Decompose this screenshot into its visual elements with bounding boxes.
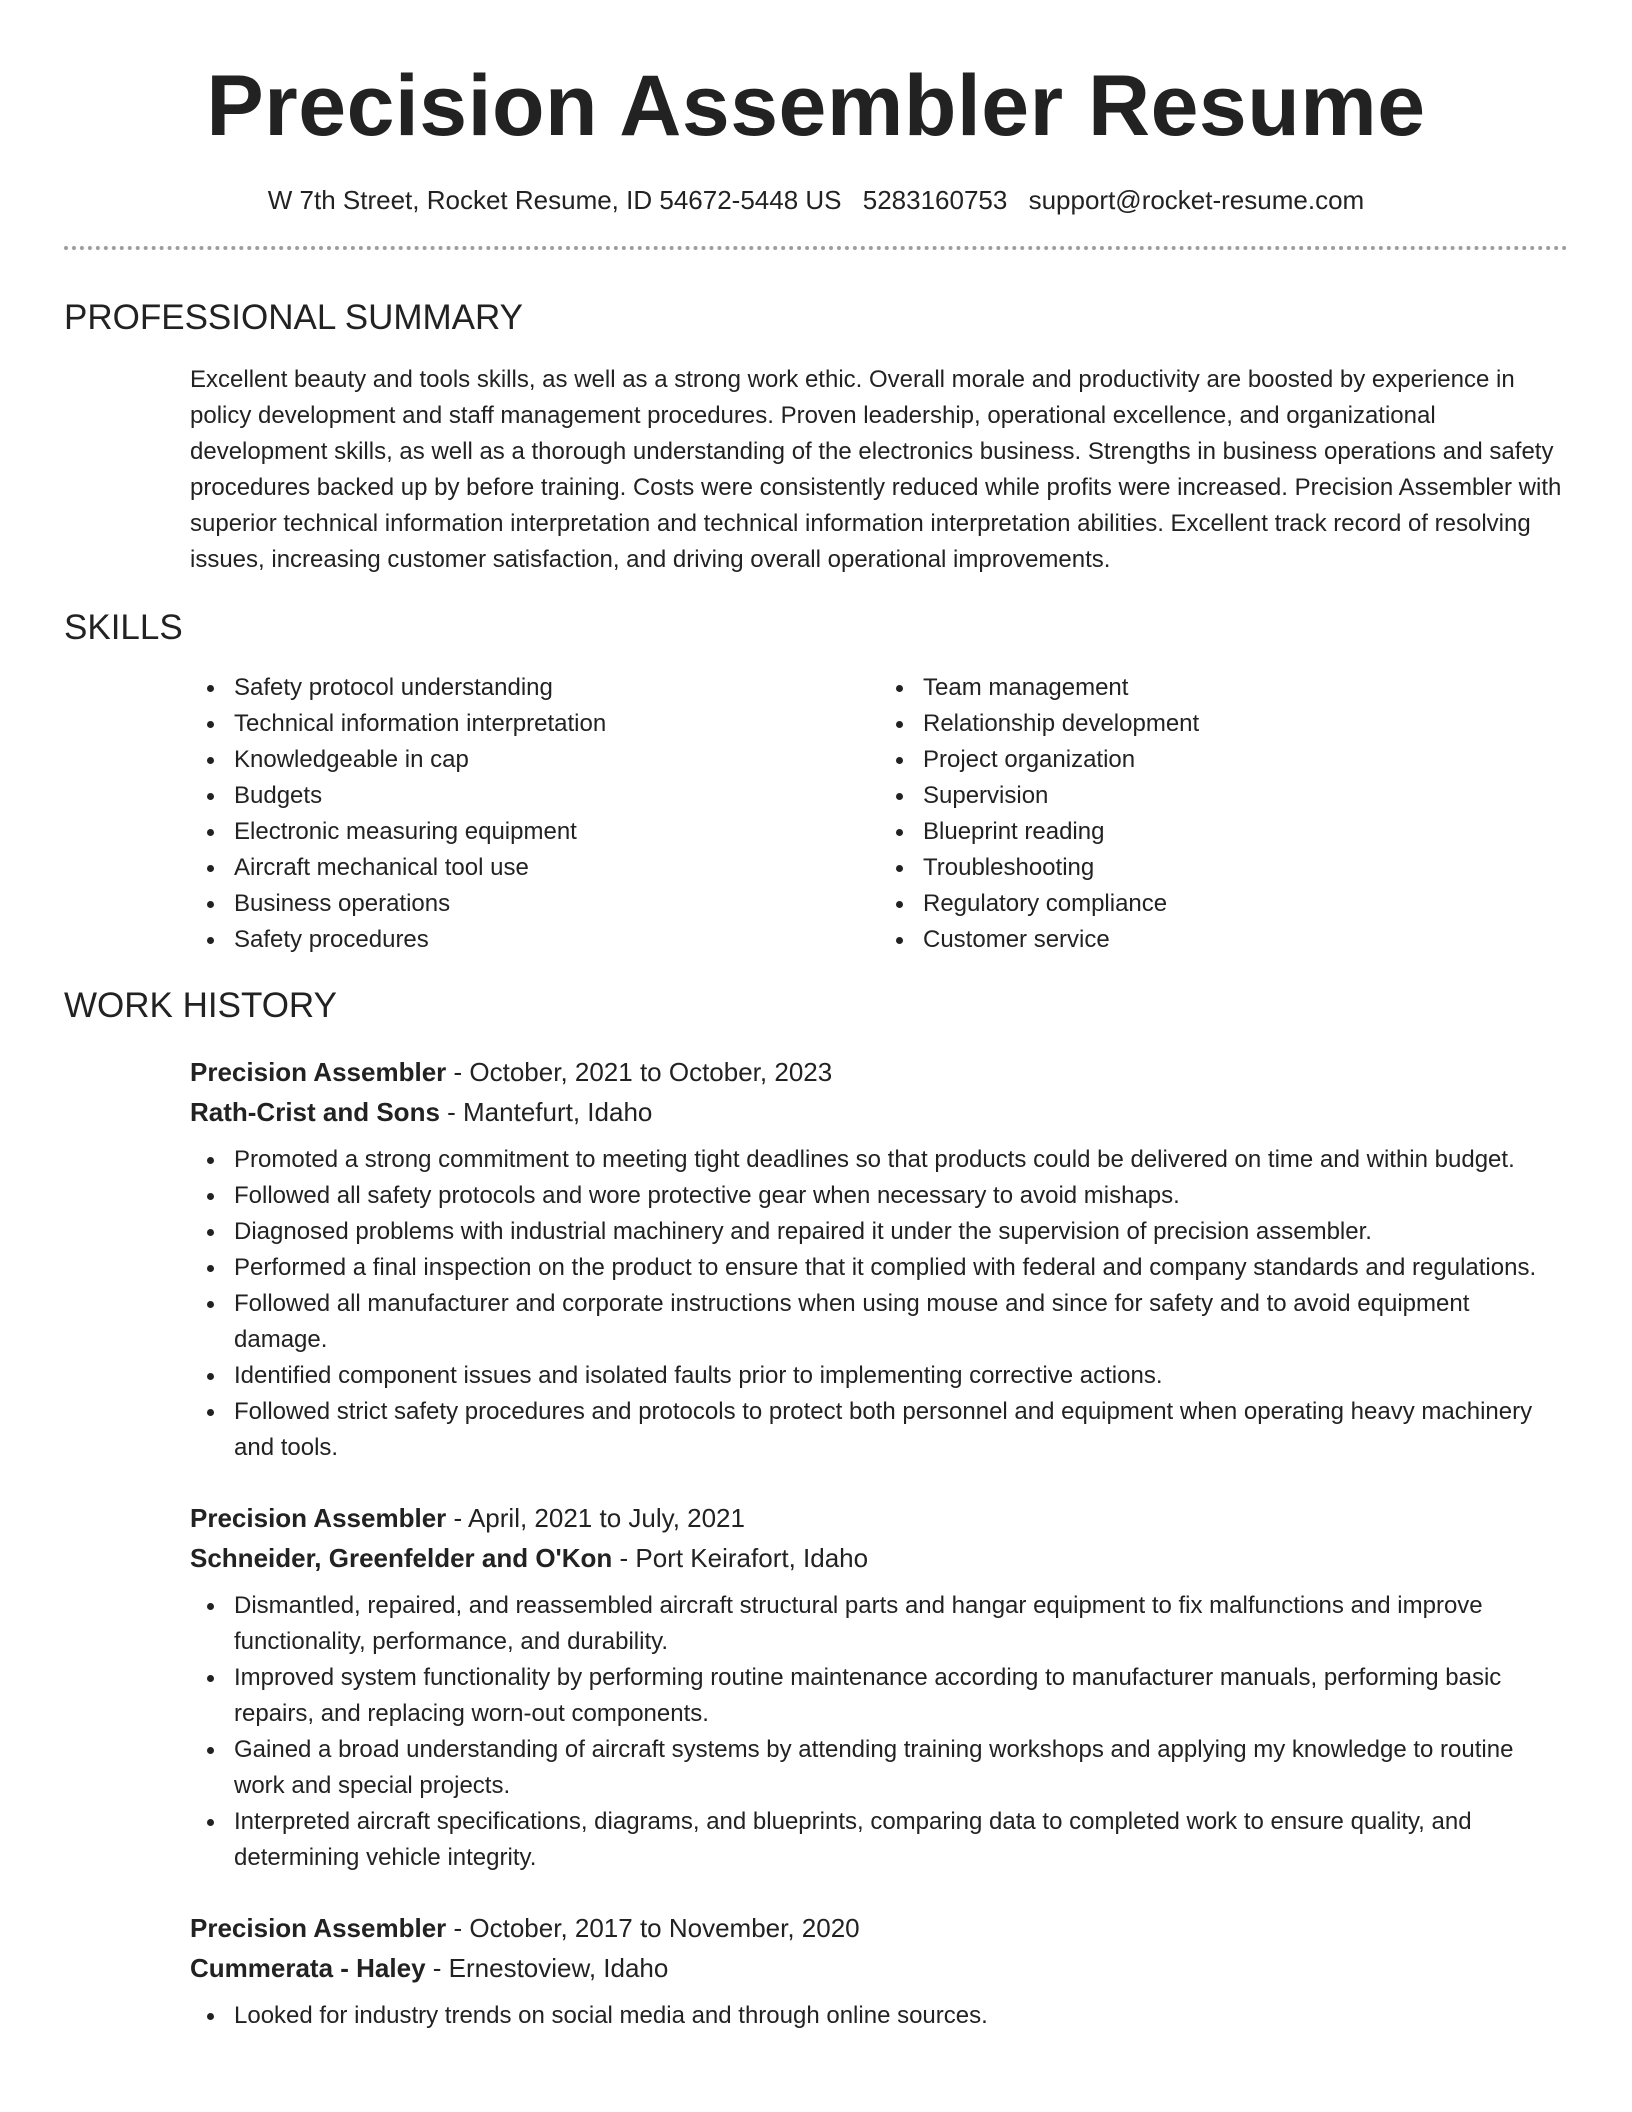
- skill-item: Safety protocol understanding: [234, 670, 879, 706]
- job-bullet: Gained a broad understanding of aircraft systems by attending training workshops and applying my knowledge to routine work and special projects.: [234, 1732, 1568, 1804]
- job-title-line: [190, 1498, 1568, 1538]
- skill-item: Knowledgeable in cap: [234, 742, 879, 778]
- job-dates: - October, 2017 to November, 2020: [446, 1913, 860, 1943]
- skill-item: Supervision: [923, 778, 1568, 814]
- job-bullet: Performed a final inspection on the product to ensure that it complied with federal and company standards and regulations.: [234, 1250, 1568, 1286]
- resume-title: Precision Assembler Resume: [206, 58, 1426, 154]
- job-location: - Ernestoview, Idaho: [425, 1953, 669, 1983]
- job-bullet: Promoted a strong commitment to meeting tight deadlines so that products could be delivered on time and within budget.: [234, 1142, 1568, 1178]
- skill-item: Blueprint reading: [923, 814, 1568, 850]
- job-dates: - April, 2021 to July, 2021: [446, 1503, 745, 1533]
- job-dates: - October, 2021 to October, 2023: [446, 1057, 833, 1087]
- job-title-line: [190, 1908, 1568, 1948]
- job-bullet: Diagnosed problems with industrial machinery and repaired it under the supervision of precision assembler.: [234, 1214, 1568, 1250]
- skills-grid: [190, 670, 1568, 958]
- job-bullet: Followed all manufacturer and corporate instructions when using mouse and since for safety and to avoid equipment damage.: [234, 1286, 1568, 1358]
- job-company: Schneider, Greenfelder and O'Kon: [190, 1543, 613, 1573]
- skill-item: Business operations: [234, 886, 879, 922]
- job-bullets: [190, 1142, 1568, 1466]
- contact-email: support@rocket-resume.com: [1028, 185, 1365, 215]
- job-bullet: Looked for industry trends on social media and through online sources.: [234, 1998, 1568, 2034]
- skills-column-left: [190, 670, 879, 958]
- job-location: - Mantefurt, Idaho: [439, 1097, 653, 1127]
- job-bullet: Improved system functionality by performing routine maintenance according to manufacturer manuals, performing basic repairs, and replacing worn-out components.: [234, 1660, 1568, 1732]
- job-company: Rath-Crist and Sons: [190, 1097, 440, 1127]
- job-bullet: Followed strict safety procedures and protocols to protect both personnel and equipment when operating heavy machinery and tools.: [234, 1394, 1568, 1466]
- job-title: Precision Assembler: [190, 1057, 447, 1087]
- job-bullet: Followed all safety protocols and wore protective gear when necessary to avoid mishaps.: [234, 1178, 1568, 1214]
- job-entry: [190, 1908, 1568, 2034]
- skill-item: Relationship development: [923, 706, 1568, 742]
- skill-item: Regulatory compliance: [923, 886, 1568, 922]
- contact-phone: 5283160753: [862, 185, 1008, 215]
- summary-text: Excellent beauty and tools skills, as well as a strong work ethic. Overall morale and productivity are boosted by experience in policy development and staff management procedures. Proven leadership, operational excellence, and organizational development skills, as well as a thorough understanding of the electronics business. Strengths in business operations and safety procedures backed up by before training. Costs were consistently reduced while profits were increased. Precision Assembler with superior technical information interpretation and technical information interpretation abilities. Excellent track record of resolving issues, increasing customer satisfaction, and driving overall operational improvements.: [190, 366, 1562, 573]
- skill-item: Troubleshooting: [923, 850, 1568, 886]
- job-title: Precision Assembler: [190, 1913, 447, 1943]
- skill-item: Team management: [923, 670, 1568, 706]
- job-location: - Port Keirafort, Idaho: [612, 1543, 869, 1573]
- skill-item: Project organization: [923, 742, 1568, 778]
- skills-heading: SKILLS: [64, 608, 183, 647]
- skill-item: Electronic measuring equipment: [234, 814, 879, 850]
- skill-item: Technical information interpretation: [234, 706, 879, 742]
- contact-address: W 7th Street, Rocket Resume, ID 54672-5448 US: [267, 185, 842, 215]
- job-title-line: [190, 1052, 1568, 1092]
- skill-item: Aircraft mechanical tool use: [234, 850, 879, 886]
- job-entry: [190, 1052, 1568, 1466]
- job-company: Cummerata - Haley: [190, 1953, 426, 1983]
- skills-column-right: [879, 670, 1568, 958]
- job-bullets: [190, 1588, 1568, 1876]
- job-title: Precision Assembler: [190, 1503, 447, 1533]
- skill-item: Customer service: [923, 922, 1568, 958]
- job-bullet: Interpreted aircraft specifications, diagrams, and blueprints, comparing data to completed work to ensure quality, and determining vehicle integrity.: [234, 1804, 1568, 1876]
- job-company-line: [190, 1948, 1568, 1988]
- contact-line: [64, 184, 1568, 216]
- skill-item: Budgets: [234, 778, 879, 814]
- job-bullet: Identified component issues and isolated faults prior to implementing corrective actions.: [234, 1358, 1568, 1394]
- job-bullet: Dismantled, repaired, and reassembled aircraft structural parts and hangar equipment to fix malfunctions and improve functionality, performance, and durability.: [234, 1588, 1568, 1660]
- header-divider: [64, 246, 1568, 250]
- job-company-line: [190, 1092, 1568, 1132]
- job-bullets: [190, 1998, 1568, 2034]
- job-entry: [190, 1498, 1568, 1876]
- skill-item: Safety procedures: [234, 922, 879, 958]
- job-company-line: [190, 1538, 1568, 1578]
- summary-heading: PROFESSIONAL SUMMARY: [64, 298, 523, 337]
- work-history-heading: WORK HISTORY: [64, 986, 337, 1025]
